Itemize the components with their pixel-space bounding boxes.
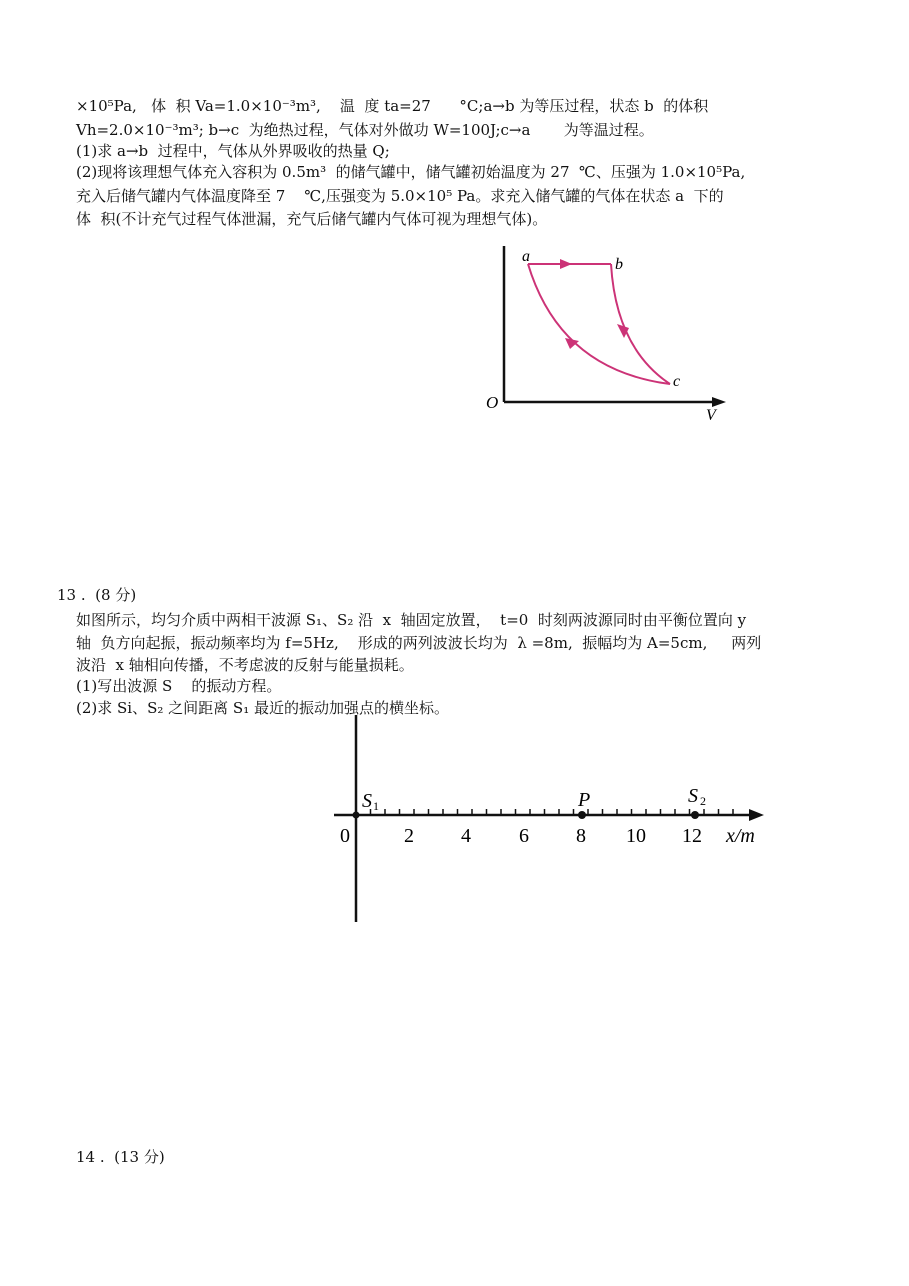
- point-p: [578, 811, 586, 819]
- p12-line-2: Vh=2.0×10⁻³m³; b→c 为绝热过程，气体对外做功 W=100J;c→a 为等温过程。: [76, 121, 654, 139]
- p12-line-6: 体 积(不计充气过程气体泄漏，充气后储气罐内气体可视为理想气体)。: [76, 210, 548, 228]
- point-p-label: P: [578, 789, 591, 811]
- p12-line-1: ×10⁵Pa, 体 积 Va=1.0×10⁻³m³, 温 度 ta=27 °C;a→b 为等压过程，状态 b 的体积: [76, 97, 709, 115]
- tick-label-10: 10: [626, 825, 646, 847]
- p13-line-2: 轴 负方向起振，振动频率均为 f=5Hz, 形成的两列波波长均为 λ =8m, 振幅均为 A=5cm, 两列: [76, 634, 762, 652]
- p13-header: 13 . (8 分): [57, 586, 137, 604]
- p14-header: 14 . (13 分): [76, 1148, 165, 1166]
- source-s1-point: [353, 812, 360, 819]
- pv-diagram: [480, 238, 740, 428]
- p13-line-3: 波沿 x 轴相向传播，不考虑波的反射与能量损耗。: [76, 656, 414, 674]
- p12-line-4: (2)现将该理想气体充入容积为 0.5m³ 的储气罐中，储气罐初始温度为 27 ℃、压强为 1.0×10⁵Pa,: [76, 163, 746, 181]
- pv-x-arrowhead: [712, 397, 726, 407]
- p12-line-3: (1)求 a→b 过程中，气体从外界吸收的热量 Q;: [76, 142, 390, 160]
- curve-bc: [611, 264, 670, 384]
- point-a-label: a: [522, 248, 530, 265]
- tick-label-4: 4: [461, 825, 471, 847]
- source-s2-subscript: 2: [700, 794, 706, 808]
- source-s1-label: S: [362, 790, 372, 812]
- x-axis-unit-label: x/m: [726, 825, 755, 847]
- arrow-ab: [560, 259, 572, 269]
- p13-line-4: (1)写出波源 S 的振动方程。: [76, 677, 282, 695]
- tick-label-0: 0: [340, 825, 350, 847]
- point-c-label: c: [673, 373, 681, 390]
- tick-label-6: 6: [519, 825, 529, 847]
- p13-line-1: 如图所示，均匀介质中两相干波源 S₁、S₂ 沿 x 轴固定放置， t=0 时刻两波源同时由平衡位置向 y: [76, 611, 747, 629]
- source-s1-subscript: 1: [373, 799, 379, 813]
- origin-label: O: [486, 393, 499, 412]
- source-s2-label: S: [688, 785, 698, 807]
- wave-axis-diagram: [330, 715, 780, 930]
- p13-line-5: (2)求 Si、S₂ 之间距离 S₁ 最近的振动加强点的横坐标。: [76, 699, 449, 717]
- point-b-label: b: [615, 256, 623, 273]
- tick-label-12: 12: [682, 825, 702, 847]
- tick-label-2: 2: [404, 825, 414, 847]
- source-s2-point: [691, 811, 699, 819]
- v-axis-label: V: [706, 407, 716, 424]
- x-axis-arrowhead: [749, 809, 764, 821]
- tick-label-8: 8: [576, 825, 586, 847]
- p12-line-5: 充入后储气罐内气体温度降至 7 ℃,压强变为 5.0×10⁵ Pa。求充入储气罐的气体在状态 a 下的: [76, 187, 724, 205]
